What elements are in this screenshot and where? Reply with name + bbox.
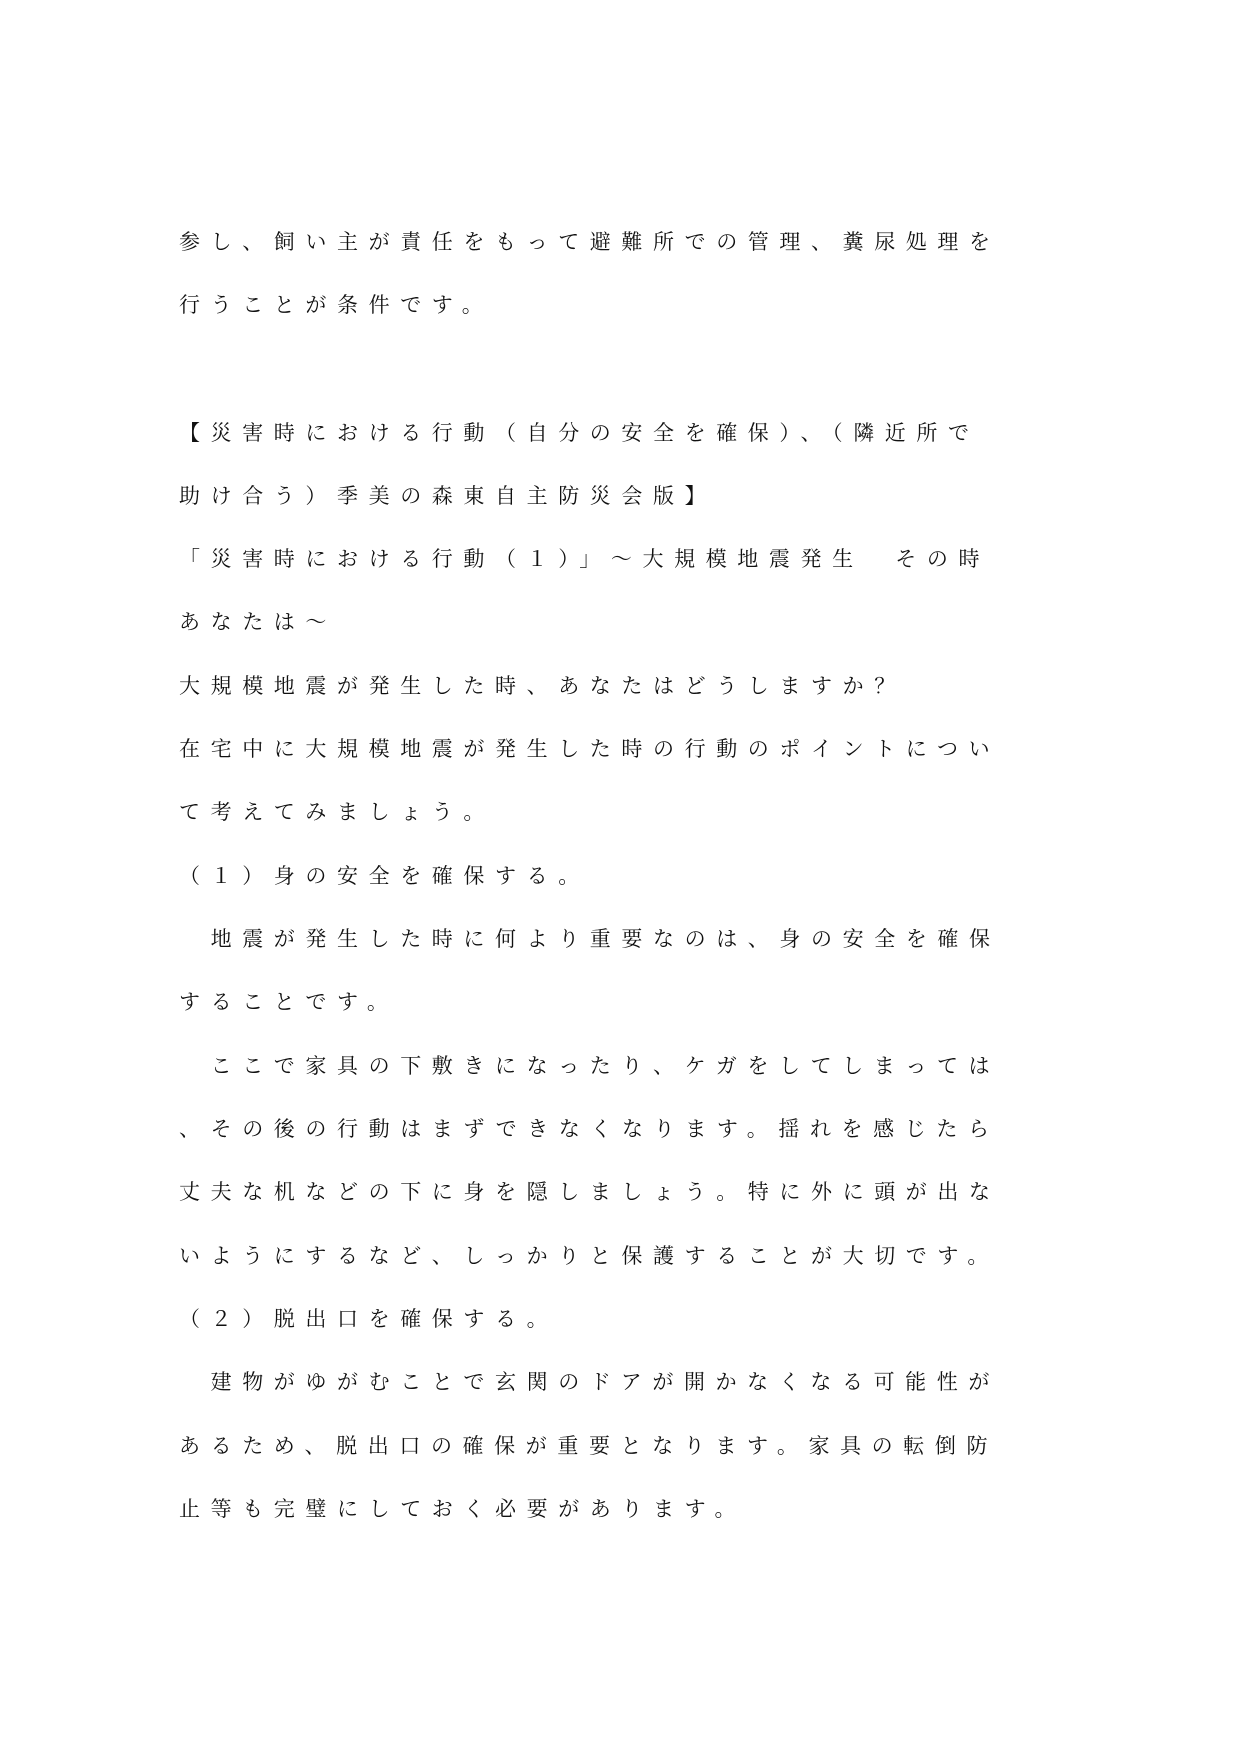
- text-line: することです。: [179, 990, 399, 1014]
- text-line: ここで家具の下敷きになったり、ケガをしてしまっては: [179, 1054, 1001, 1078]
- text-line: 行うことが条件です。: [179, 293, 494, 317]
- list-heading-1: （１）身の安全を確保する。: [179, 864, 590, 888]
- text-line: 大規模地震が発生した時、あなたはどうしますか？: [179, 674, 906, 698]
- subheading-line: あなたは～: [179, 610, 337, 634]
- text-line: て考えてみましょう。: [179, 800, 495, 824]
- text-line: 丈夫な机などの下に身を隠しましょう。特に外に頭が出な: [179, 1180, 1001, 1204]
- text-line: 参し、飼い主が責任をもって避難所での管理、糞尿処理を: [179, 230, 1001, 254]
- text-line: あるため、脱出口の確保が重要となります。家具の転倒防: [179, 1434, 999, 1458]
- text-line: 、その後の行動はまずできなくなります。揺れを感じたら: [179, 1117, 1000, 1141]
- text-line: 止等も完璧にしておく必要があります。: [179, 1497, 747, 1521]
- section-heading-line: 【災害時における行動（自分の安全を確保）、（隣近所で: [179, 421, 980, 445]
- text-line: 地震が発生した時に何より重要なのは、身の安全を確保: [179, 927, 1001, 951]
- text-line: いようにするなど、しっかりと保護することが大切です。: [179, 1244, 999, 1268]
- subheading-line: 「災害時における行動（１）」～大規模地震発生 その時: [179, 547, 991, 571]
- text-line: 建物がゆがむことで玄関のドアが開かなくなる可能性が: [179, 1370, 1000, 1394]
- section-heading-line: 助け合う）季美の森東自主防災会版】: [179, 484, 717, 508]
- text-line: 在宅中に大規模地震が発生した時の行動のポイントについ: [179, 737, 1001, 761]
- list-heading-2: （２）脱出口を確保する。: [179, 1307, 559, 1331]
